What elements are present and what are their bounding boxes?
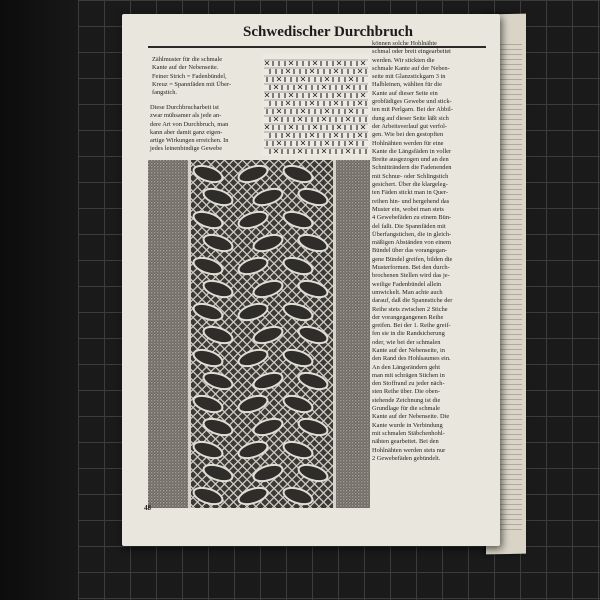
body-line: mit Schnur- oder Schlingstich xyxy=(372,172,449,180)
body-line: Kante wurde in Verbindung xyxy=(372,421,443,429)
body-line: 4 Gewebefäden zu einem Bün- xyxy=(372,214,452,222)
body-line: An den Längsrändern geht xyxy=(372,363,440,371)
body-line: Musterformen. Bei den durch- xyxy=(372,264,450,272)
body-line: dung auf dieser Seite läßt sich xyxy=(372,114,449,122)
caption-line: fangstich. xyxy=(152,89,178,97)
body-line: Bündel über das vorangegan- xyxy=(372,247,448,255)
body-line: seite mit Glanzstickgarn 3 in xyxy=(372,73,446,81)
body-line: nähten gearbeitet. Bei den xyxy=(372,438,439,446)
body-column xyxy=(372,40,453,463)
dark-border xyxy=(0,0,78,600)
body-line: Hohlnähten werden stets nur xyxy=(372,446,446,454)
intro-paragraph xyxy=(150,104,228,154)
caption-line: Kreuz = Spannfäden mit Über- xyxy=(152,80,232,88)
caption-line: Zählmuster für die schmale xyxy=(152,56,223,63)
body-line: sten Reihe über. Die oben- xyxy=(372,388,440,396)
body-line: schmal oder breit eingearbeitet xyxy=(372,48,451,56)
body-line: den Stoffrand zu jeder näch- xyxy=(372,380,445,388)
body-line: der Arbeitsverlauf gut verfol- xyxy=(372,122,448,130)
body-line: können solche Hohlnähte xyxy=(372,40,437,47)
body-line: Kante auf der Nebenseite. Die xyxy=(372,413,450,421)
body-line: gene Bündel greifen, bilden die xyxy=(372,255,453,263)
body-line: weilige Fadenbündel allein xyxy=(372,280,442,288)
body-line: schmale Kante auf der Neben- xyxy=(372,64,450,72)
body-line: greifen. Bei der 1. Reihe greif- xyxy=(372,322,451,330)
diagram-caption xyxy=(152,56,231,97)
intro-line: kann aber damit ganz eigen- xyxy=(150,128,223,136)
body-line: Reihe stets zwischen 2 Stiche xyxy=(372,305,448,313)
intro-line: dere Art von Durchbruch, man xyxy=(150,120,229,128)
body-line: Kante auf dieser Seite ein xyxy=(372,89,438,97)
caption-line: Feiner Strich = Fadenbündel, xyxy=(152,72,227,80)
body-line: Grundlage für die schmale xyxy=(372,405,440,413)
body-line: ten Fäden stickt man in Quer- xyxy=(372,189,449,197)
body-line: umwickelt. Man achte auch xyxy=(372,288,443,296)
body-line: man mit schrägen Stichen in xyxy=(372,371,445,379)
left-edge-stitch xyxy=(188,160,191,508)
body-line: der vorangegangenen Reihe xyxy=(372,313,444,321)
intro-line: jedes leinenbindige Gewebe xyxy=(150,145,223,153)
intro-line: artige Wirkungen erreichen. In xyxy=(150,137,229,145)
body-line: Halbleinen, wählten für die xyxy=(372,81,442,89)
body-line: grobfädiges Gewebe und stick- xyxy=(372,98,452,106)
intro-line: Diese Durchbrucharbeit ist xyxy=(150,104,219,111)
body-line: oder, wie bei der schmalen xyxy=(372,338,441,346)
intro-line: zwar mühsamer als jede an- xyxy=(150,112,222,120)
body-line: Kante auf der Nebenseite, in xyxy=(372,346,445,354)
page-number: 48 xyxy=(144,504,151,512)
body-line: gesichert. Über die klargeleg- xyxy=(372,181,448,189)
counting-pattern-diagram xyxy=(262,54,370,156)
body-line: Überfangstichen, die in gleich- xyxy=(372,230,452,238)
body-line: den Rand des Hohlsaumes ein. xyxy=(372,355,451,363)
body-line: mäßigen Abständen von einem xyxy=(372,239,451,247)
body-line: Hohlnähten werden für eine xyxy=(372,139,444,147)
embroidery-photo xyxy=(148,160,370,508)
body-line: Breite ausgezogen und an den xyxy=(372,156,449,164)
body-line: 2 Gewebefäden gebündelt. xyxy=(372,454,441,462)
body-line: Muster ein, wobei man stets xyxy=(372,205,444,213)
body-line: darauf, daß die Spannstiche der xyxy=(372,297,453,305)
page-title: Schwedischer Durchbruch xyxy=(243,24,413,40)
caption-line: Kante auf der Nebenseite. xyxy=(152,64,219,72)
body-line: fen sie in die Randsicherung xyxy=(372,330,445,338)
body-line: stehende Zeichnung ist die xyxy=(372,396,441,404)
body-line: gen. Wie bei den gestopften xyxy=(372,131,444,139)
body-line: Kante die Längsfäden in voller xyxy=(372,147,452,155)
body-line: reihen hin- und hergehend das xyxy=(372,197,450,205)
body-line: Schnitträndern die Fadenenden xyxy=(372,164,452,172)
body-line: del faßt. Die Spannfäden mit xyxy=(372,222,446,230)
body-line: ten mit Perlgarn. Bei der Abbil- xyxy=(372,106,453,114)
body-line: brochenen Stellen wird das je- xyxy=(372,272,450,280)
right-edge-stitch xyxy=(333,160,336,508)
body-line: mit schmalen Stäbchenhohl- xyxy=(372,429,445,437)
body-line: werden. Wir stickten die xyxy=(372,56,435,64)
